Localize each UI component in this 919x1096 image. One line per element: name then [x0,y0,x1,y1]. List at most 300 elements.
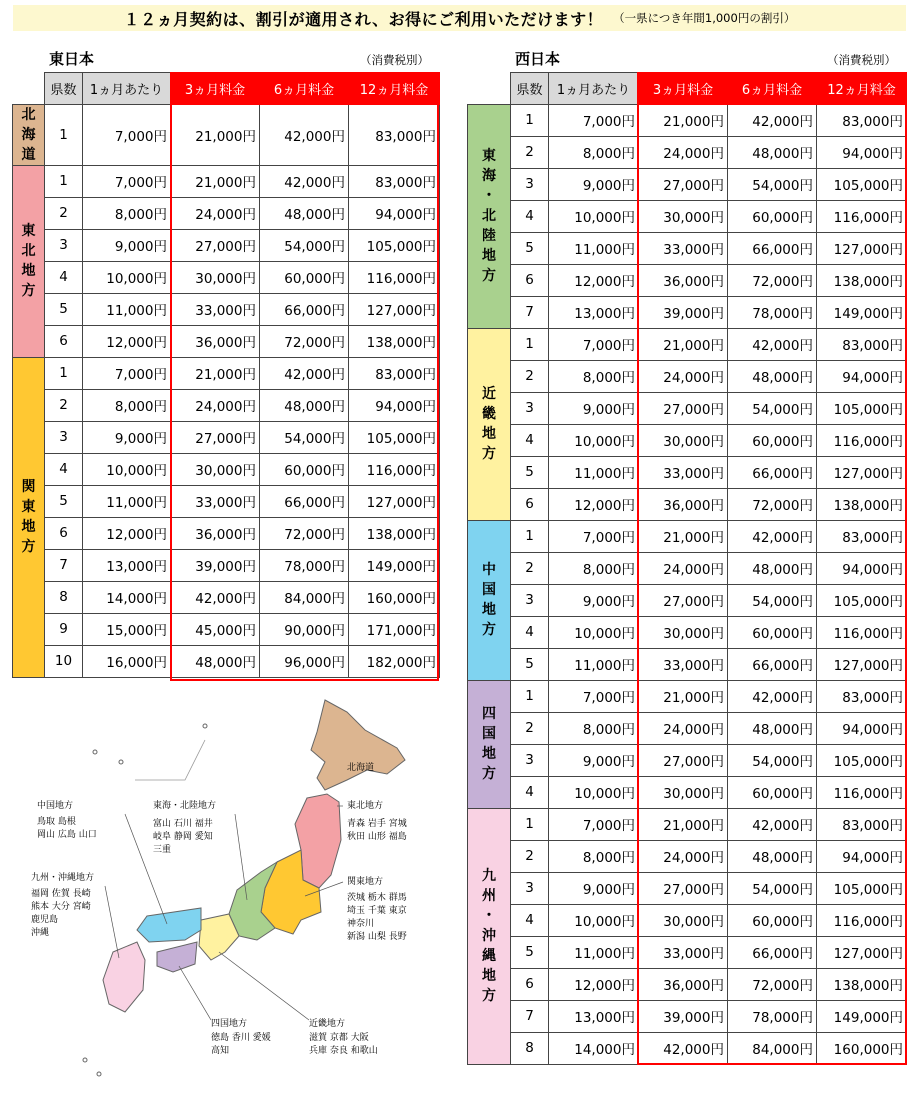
fee-12-month: 116,000円 [817,776,907,808]
table-row [468,616,907,648]
fee-3-month: 42,000円 [171,581,260,613]
fee-3-month: 30,000円 [171,261,260,293]
fee-3-month: 21,000円 [639,328,728,360]
fee-12-month: 94,000円 [817,360,907,392]
svg-text:徳島 香川 愛媛: 徳島 香川 愛媛 [211,1033,271,1043]
header-12-month: 12ヵ月料金 [349,73,440,105]
fee-6-month: 60,000円 [728,200,817,232]
prefecture-count: 4 [511,200,549,232]
fee-3-month: 24,000円 [639,840,728,872]
fee-3-month: 21,000円 [171,165,260,197]
region-label [13,357,45,677]
svg-text:沖縄: 沖縄 [31,928,50,938]
monthly-fee: 14,000円 [549,1032,639,1064]
fee-6-month: 42,000円 [260,357,349,389]
prefecture-count: 2 [511,712,549,744]
fee-6-month: 42,000円 [728,104,817,136]
table-row [468,488,907,520]
table-row [468,712,907,744]
monthly-fee: 9,000円 [549,168,639,200]
prefecture-count: 4 [45,453,83,485]
hokkaido-region [311,700,405,790]
corner-blank [468,73,511,105]
fee-12-month: 171,000円 [349,613,440,645]
svg-text:岐阜 静岡 愛知: 岐阜 静岡 愛知 [153,832,213,842]
region-label [468,680,511,808]
region-name: 北 海 道 [21,106,36,163]
region-label [468,104,511,328]
svg-text:滋賀 京都 大阪: 滋賀 京都 大阪 [309,1033,369,1043]
table-row [468,136,907,168]
prefecture-count: 5 [511,232,549,264]
fee-3-month: 42,000円 [639,1032,728,1064]
table-row [13,229,440,261]
region-name: 中 国 地 方 [482,562,496,638]
fee-3-month: 24,000円 [171,197,260,229]
fee-6-month: 42,000円 [728,520,817,552]
fee-6-month: 54,000円 [728,168,817,200]
table-row [468,296,907,328]
fee-3-month: 33,000円 [639,456,728,488]
fee-12-month: 138,000円 [349,325,440,357]
monthly-fee: 15,000円 [83,613,171,645]
region-label [468,328,511,520]
header-3-month: 3ヵ月料金 [171,73,260,105]
fee-12-month: 160,000円 [817,1032,907,1064]
header-count: 県数 [45,73,83,105]
banner-discount-note: （一県につき年間1,000円の割引） [613,11,796,25]
prefecture-count: 1 [511,680,549,712]
fee-12-month: 149,000円 [817,296,907,328]
svg-text:茨城 栃木 群馬: 茨城 栃木 群馬 [347,893,407,903]
fee-6-month: 54,000円 [728,872,817,904]
prefecture-count: 7 [45,549,83,581]
fee-12-month: 105,000円 [817,168,907,200]
prefecture-count: 5 [45,293,83,325]
header-6-month: 6ヵ月料金 [728,73,817,105]
fee-12-month: 138,000円 [349,517,440,549]
prefecture-count: 5 [45,485,83,517]
prefecture-count: 6 [45,325,83,357]
table-row [468,872,907,904]
prefecture-count: 3 [511,168,549,200]
fee-12-month: 149,000円 [349,549,440,581]
fee-6-month: 60,000円 [728,616,817,648]
table-row [13,485,440,517]
svg-text:関東地方: 関東地方 [347,877,384,887]
monthly-fee: 8,000円 [549,712,639,744]
table-row [13,165,440,197]
svg-text:鹿児島: 鹿児島 [31,915,59,925]
table-header-row [468,73,907,105]
header-6-month: 6ヵ月料金 [260,73,349,105]
table-row [468,104,907,136]
prefecture-count: 2 [511,360,549,392]
monthly-fee: 7,000円 [549,520,639,552]
monthly-fee: 7,000円 [549,680,639,712]
table-row [13,357,440,389]
fee-6-month: 84,000円 [728,1032,817,1064]
prefecture-count: 8 [45,581,83,613]
fee-6-month: 48,000円 [728,136,817,168]
fee-3-month: 33,000円 [171,293,260,325]
map-label-kinki [309,1017,378,1056]
fee-12-month: 116,000円 [817,424,907,456]
fee-12-month: 94,000円 [817,712,907,744]
map-label-tokai-hokuriku [153,799,216,855]
fee-6-month: 48,000円 [728,840,817,872]
fee-3-month: 24,000円 [639,360,728,392]
prefecture-count: 6 [511,968,549,1000]
monthly-fee: 9,000円 [549,392,639,424]
header-monthly: 1ヵ月あたり [83,73,171,105]
table-row [468,552,907,584]
fee-6-month: 54,000円 [728,744,817,776]
fee-6-month: 42,000円 [728,808,817,840]
monthly-fee: 10,000円 [549,616,639,648]
fee-12-month: 83,000円 [817,328,907,360]
monthly-fee: 7,000円 [549,328,639,360]
svg-text:九州・沖縄地方: 九州・沖縄地方 [31,873,95,883]
table-row [468,968,907,1000]
prefecture-count: 3 [511,392,549,424]
prefecture-count: 1 [511,520,549,552]
svg-text:新潟 山梨 長野: 新潟 山梨 長野 [347,932,407,942]
table-row [13,421,440,453]
table-row [468,232,907,264]
fee-3-month: 21,000円 [171,357,260,389]
fee-12-month: 83,000円 [349,357,440,389]
east-japan-title: 東日本 [49,50,95,68]
fee-3-month: 36,000円 [639,488,728,520]
region-name: 東 北 地 方 [21,223,36,299]
monthly-fee: 12,000円 [83,517,171,549]
fee-3-month: 36,000円 [639,264,728,296]
fee-12-month: 105,000円 [817,392,907,424]
fee-6-month: 78,000円 [728,296,817,328]
region-label [468,520,511,680]
fee-6-month: 42,000円 [260,165,349,197]
table-row [468,264,907,296]
east-tax-note: （消費税別） [360,53,429,67]
prefecture-count: 4 [511,776,549,808]
prefecture-count: 1 [45,165,83,197]
fee-12-month: 83,000円 [817,520,907,552]
monthly-fee: 9,000円 [549,872,639,904]
fee-3-month: 33,000円 [639,936,728,968]
svg-text:東海・北陸地方: 東海・北陸地方 [153,801,217,811]
fee-3-month: 24,000円 [639,552,728,584]
monthly-fee: 11,000円 [549,936,639,968]
fee-6-month: 42,000円 [260,104,349,165]
fee-12-month: 116,000円 [349,453,440,485]
prefecture-count: 7 [511,296,549,328]
fee-3-month: 30,000円 [639,200,728,232]
fee-12-month: 127,000円 [817,936,907,968]
fee-6-month: 72,000円 [260,517,349,549]
map-label-hokkaido: 北海道 [347,763,375,773]
region-label [468,808,511,1064]
table-row [13,325,440,357]
table-row [13,453,440,485]
monthly-fee: 7,000円 [83,357,171,389]
monthly-fee: 7,000円 [549,808,639,840]
fee-6-month: 60,000円 [728,776,817,808]
prefecture-count: 2 [45,389,83,421]
fee-6-month: 60,000円 [728,424,817,456]
monthly-fee: 10,000円 [83,453,171,485]
map-label-shikoku [211,1017,271,1056]
table-row [13,613,440,645]
fee-6-month: 66,000円 [728,936,817,968]
fee-3-month: 27,000円 [639,872,728,904]
table-row [13,549,440,581]
svg-text:岡山 広島 山口: 岡山 広島 山口 [37,830,97,840]
monthly-fee: 12,000円 [549,968,639,1000]
campaign-banner [13,5,906,31]
fee-3-month: 21,000円 [639,520,728,552]
prefecture-count: 6 [45,517,83,549]
header-monthly: 1ヵ月あたり [549,73,639,105]
corner-blank [13,73,45,105]
table-row [468,936,907,968]
fee-12-month: 116,000円 [349,261,440,293]
region-label [13,104,45,165]
region-name: 関 東 地 方 [21,479,36,555]
table-row [13,645,440,677]
fee-12-month: 182,000円 [349,645,440,677]
prefecture-count: 1 [511,328,549,360]
prefecture-count: 3 [45,229,83,261]
fee-3-month: 30,000円 [639,616,728,648]
prefecture-count: 1 [511,104,549,136]
fee-3-month: 48,000円 [171,645,260,677]
monthly-fee: 11,000円 [549,232,639,264]
east-fee-table [12,72,440,678]
fee-6-month: 78,000円 [728,1000,817,1032]
fee-12-month: 94,000円 [817,552,907,584]
monthly-fee: 11,000円 [83,293,171,325]
table-row [468,904,907,936]
prefecture-count: 1 [45,357,83,389]
fee-6-month: 66,000円 [260,293,349,325]
prefecture-count: 5 [511,648,549,680]
fee-3-month: 36,000円 [171,325,260,357]
monthly-fee: 7,000円 [83,104,171,165]
fee-12-month: 94,000円 [817,136,907,168]
table-row [468,680,907,712]
fee-6-month: 48,000円 [728,712,817,744]
fee-12-month: 105,000円 [817,744,907,776]
japan-region-map [25,690,445,1090]
fee-3-month: 24,000円 [171,389,260,421]
fee-6-month: 72,000円 [260,325,349,357]
monthly-fee: 8,000円 [83,389,171,421]
monthly-fee: 12,000円 [549,264,639,296]
table-row [468,520,907,552]
monthly-fee: 13,000円 [83,549,171,581]
monthly-fee: 12,000円 [83,325,171,357]
header-3-month: 3ヵ月料金 [639,73,728,105]
prefecture-count: 1 [511,808,549,840]
table-row [468,1032,907,1064]
svg-text:埼玉 千葉 東京: 埼玉 千葉 東京 [347,906,407,916]
table-row [468,840,907,872]
table-row [13,104,440,165]
monthly-fee: 8,000円 [549,136,639,168]
west-japan-title: 西日本 [515,50,561,68]
fee-6-month: 48,000円 [260,197,349,229]
monthly-fee: 9,000円 [549,584,639,616]
monthly-fee: 16,000円 [83,645,171,677]
fee-3-month: 21,000円 [639,680,728,712]
fee-12-month: 94,000円 [349,389,440,421]
fee-3-month: 27,000円 [639,392,728,424]
fee-6-month: 60,000円 [260,261,349,293]
fee-12-month: 83,000円 [817,680,907,712]
prefecture-count: 9 [45,613,83,645]
prefecture-count: 8 [511,1032,549,1064]
fee-6-month: 84,000円 [260,581,349,613]
fee-3-month: 36,000円 [171,517,260,549]
region-name: 近 畿 地 方 [482,386,496,462]
table-row [468,168,907,200]
fee-6-month: 48,000円 [728,360,817,392]
fee-3-month: 33,000円 [639,648,728,680]
monthly-fee: 10,000円 [549,424,639,456]
monthly-fee: 8,000円 [549,840,639,872]
prefecture-count: 2 [45,197,83,229]
fee-3-month: 27,000円 [171,229,260,261]
prefecture-count: 4 [511,616,549,648]
fee-6-month: 48,000円 [260,389,349,421]
svg-text:東北地方: 東北地方 [347,801,384,811]
map-label-chugoku [37,799,97,840]
fee-6-month: 66,000円 [728,456,817,488]
prefecture-count: 4 [45,261,83,293]
fee-3-month: 27,000円 [639,168,728,200]
fee-3-month: 27,000円 [639,744,728,776]
prefecture-count: 6 [511,488,549,520]
fee-3-month: 39,000円 [639,1000,728,1032]
table-row [13,197,440,229]
table-row [468,584,907,616]
fee-12-month: 83,000円 [349,165,440,197]
monthly-fee: 7,000円 [549,104,639,136]
chugoku-region [137,908,201,942]
prefecture-count: 3 [511,744,549,776]
prefecture-count: 10 [45,645,83,677]
monthly-fee: 7,000円 [83,165,171,197]
prefecture-count: 2 [511,552,549,584]
table-header-row [13,73,440,105]
fee-12-month: 116,000円 [817,200,907,232]
prefecture-count: 3 [511,584,549,616]
svg-text:四国地方: 四国地方 [211,1019,248,1029]
monthly-fee: 8,000円 [549,360,639,392]
map-label-kyushu [31,871,94,938]
fee-3-month: 33,000円 [639,232,728,264]
svg-text:富山 石川 福井: 富山 石川 福井 [153,819,213,829]
svg-text:神奈川: 神奈川 [347,919,375,929]
fee-3-month: 39,000円 [171,549,260,581]
fee-12-month: 138,000円 [817,264,907,296]
fee-6-month: 72,000円 [728,968,817,1000]
monthly-fee: 10,000円 [549,200,639,232]
fee-12-month: 127,000円 [349,293,440,325]
svg-text:兵庫 奈良 和歌山: 兵庫 奈良 和歌山 [309,1046,378,1056]
prefecture-count: 3 [511,872,549,904]
fee-6-month: 48,000円 [728,552,817,584]
fee-12-month: 105,000円 [817,584,907,616]
fee-12-month: 116,000円 [817,904,907,936]
fee-12-month: 160,000円 [349,581,440,613]
table-row [468,456,907,488]
fee-12-month: 138,000円 [817,488,907,520]
svg-text:青森 岩手 宮城: 青森 岩手 宮城 [347,819,407,829]
monthly-fee: 11,000円 [549,648,639,680]
fee-6-month: 96,000円 [260,645,349,677]
svg-text:中国地方: 中国地方 [37,801,74,811]
west-tax-note: （消費税別） [827,53,896,67]
header-12-month: 12ヵ月料金 [817,73,907,105]
prefecture-count: 5 [511,456,549,488]
fee-12-month: 83,000円 [349,104,440,165]
fee-6-month: 60,000円 [728,904,817,936]
table-row [468,424,907,456]
fee-6-month: 54,000円 [260,421,349,453]
table-row [468,776,907,808]
region-name: 九 州 ・ 沖 縄 地 方 [482,868,496,1004]
prefecture-count: 2 [511,136,549,168]
fee-3-month: 21,000円 [171,104,260,165]
monthly-fee: 8,000円 [83,197,171,229]
fee-12-month: 127,000円 [817,456,907,488]
map-label-tohoku [347,799,407,842]
fee-6-month: 72,000円 [728,488,817,520]
region-name: 四 国 地 方 [482,706,496,782]
table-row [468,808,907,840]
fee-12-month: 105,000円 [349,229,440,261]
fee-12-month: 127,000円 [817,232,907,264]
fee-3-month: 33,000円 [171,485,260,517]
monthly-fee: 13,000円 [549,1000,639,1032]
prefecture-count: 4 [511,904,549,936]
monthly-fee: 10,000円 [549,776,639,808]
fee-3-month: 30,000円 [639,776,728,808]
monthly-fee: 12,000円 [549,488,639,520]
fee-6-month: 54,000円 [728,392,817,424]
table-row [13,389,440,421]
table-row [468,360,907,392]
table-row [13,261,440,293]
fee-3-month: 24,000円 [639,136,728,168]
table-row [13,517,440,549]
fee-6-month: 42,000円 [728,328,817,360]
region-label [13,165,45,357]
fee-6-month: 90,000円 [260,613,349,645]
fee-3-month: 39,000円 [639,296,728,328]
table-row [13,293,440,325]
fee-6-month: 72,000円 [728,264,817,296]
fee-12-month: 83,000円 [817,104,907,136]
fee-3-month: 30,000円 [639,424,728,456]
fee-12-month: 83,000円 [817,808,907,840]
fee-6-month: 42,000円 [728,680,817,712]
prefecture-count: 4 [511,424,549,456]
fee-12-month: 138,000円 [817,968,907,1000]
fee-12-month: 94,000円 [349,197,440,229]
